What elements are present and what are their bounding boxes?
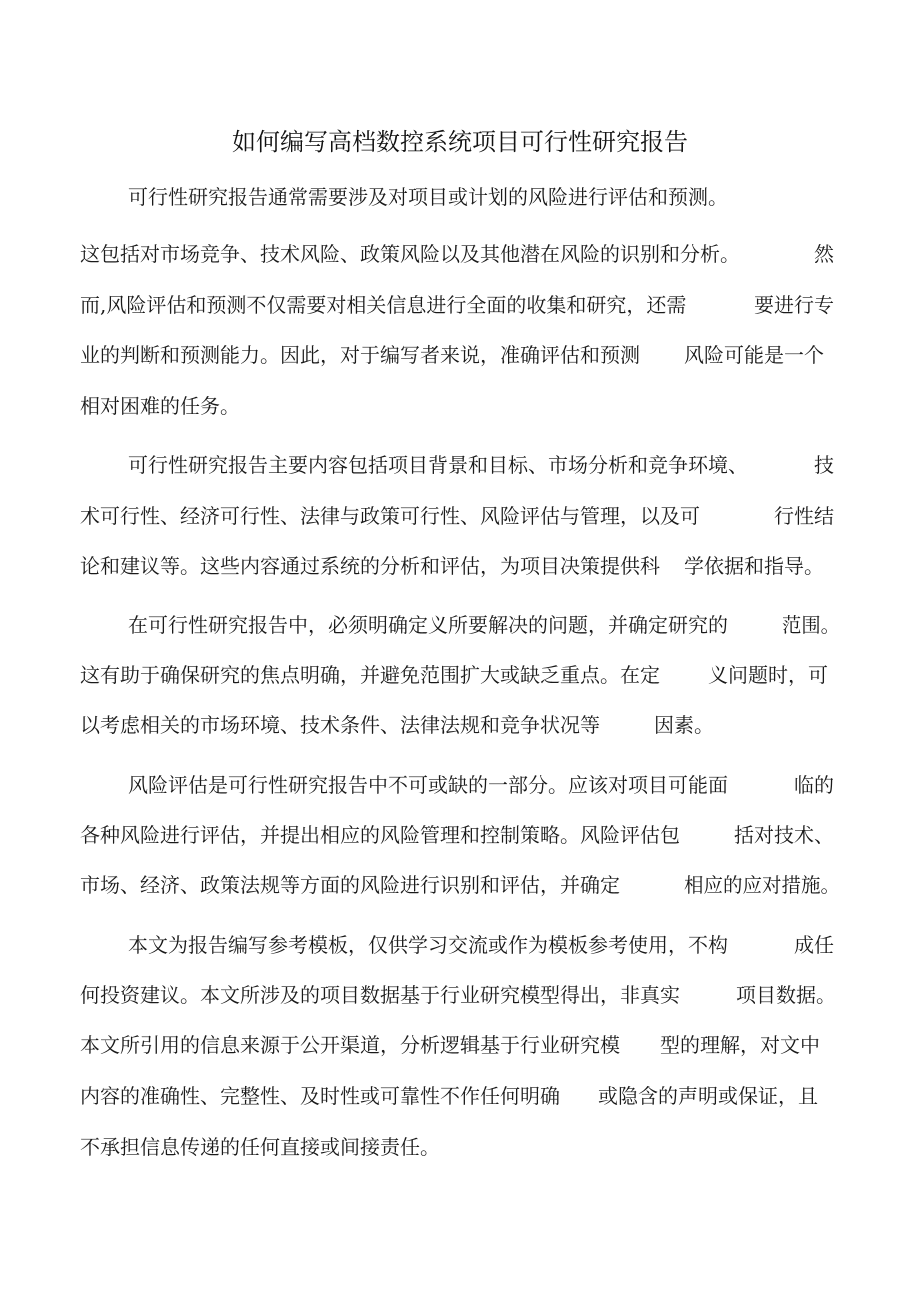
paragraph-5-line-3 (0, 1028, 920, 1062)
text-segment: 项目数据。 (736, 983, 836, 1007)
paragraph-4-line-2 (0, 818, 920, 852)
text-segment: 义问题时，可 (708, 663, 828, 687)
paragraph-1-line-3 (0, 288, 920, 322)
text-segment: 何投资建议。本文所涉及的项目数据基于行业研究模型得出，非真实 (80, 983, 680, 1007)
text-segment: 风险评估是可行性研究报告中不可或缺的一部分。应该对项目可能面 (128, 773, 728, 797)
paragraph-5-line-1 (0, 928, 920, 962)
text-segment: 然 (814, 242, 834, 266)
paragraph-1-line-1 (0, 180, 920, 214)
text-segment: 或隐含的声明或保证，且 (598, 1084, 818, 1108)
text-segment: 可行性研究报告通常需要涉及对项目或计划的风险进行评估和预测。 (128, 185, 728, 209)
text-segment: 各种风险进行评估，并提出相应的风险管理和控制策略。风险评估包 (80, 823, 680, 847)
text-segment: 风险可能是一个 (684, 343, 824, 367)
paragraph-3-line-2 (0, 658, 920, 692)
text-segment: 论和建议等。这些内容通过系统的分析和评估，为项目决策提供科 (80, 554, 660, 578)
text-segment: 因素。 (654, 713, 714, 737)
paragraph-5-line-5 (0, 1130, 920, 1164)
text-segment: 这有助于确保研究的焦点明确，并避免范围扩大或缺乏重点。在定 (80, 663, 660, 687)
paragraph-4-line-3 (0, 868, 920, 902)
paragraph-2-line-1 (0, 448, 920, 482)
text-segment: 在可行性研究报告中，必须明确定义所要解决的问题，并确定研究的 (128, 613, 728, 637)
text-segment: 本文为报告编写参考模板，仅供学习交流或作为模板参考使用，不构 (128, 933, 728, 957)
text-segment: 不承担信息传递的任何直接或间接责任。 (80, 1135, 440, 1159)
text-segment: 要进行专 (754, 293, 834, 317)
document-title: 如何编写高档数控系统项目可行性研究报告 (232, 128, 688, 156)
paragraph-1-line-5 (0, 389, 920, 423)
text-segment: 以考虑相关的市场环境、技术条件、法律法规和竞争状况等 (80, 713, 600, 737)
text-segment: 临的 (794, 773, 834, 797)
paragraph-1-line-2 (0, 237, 920, 271)
paragraph-5-line-4 (0, 1079, 920, 1113)
paragraph-3-line-3 (0, 708, 920, 742)
text-segment: 相应的应对措施。 (684, 873, 840, 897)
paragraph-4-line-1 (0, 768, 920, 802)
text-segment: 内容的准确性、完整性、及时性或可靠性不作任何明确 (80, 1084, 560, 1108)
paragraph-1-line-4 (0, 338, 920, 372)
text-segment: 括对技术、 (734, 823, 834, 847)
paragraph-3-line-1 (0, 608, 920, 642)
paragraph-2-line-2 (0, 499, 920, 533)
text-segment: 这包括对市场竞争、技术风险、政策风险以及其他潜在风险的识别和分析。 (80, 242, 740, 266)
text-segment: 型的理解，对文中 (660, 1033, 820, 1057)
text-segment: 相对困难的任务。 (80, 394, 240, 418)
text-segment: 术可行性、经济可行性、法律与政策可行性、风险评估与管理，以及可 (80, 504, 700, 528)
text-segment: 学依据和指导。 (684, 554, 824, 578)
text-segment: 业的判断和预测能力。因此，对于编写者来说，准确评估和预测 (80, 343, 640, 367)
text-segment: 本文所引用的信息来源于公开渠道，分析逻辑基于行业研究模 (80, 1033, 620, 1057)
paragraph-5-line-2 (0, 978, 920, 1012)
text-segment: 成任 (794, 933, 834, 957)
text-segment: 技 (814, 453, 834, 477)
text-segment: 行性结 (774, 504, 834, 528)
text-segment: 而,风险评估和预测不仅需要对相关信息进行全面的收集和研究，还需 (80, 293, 687, 317)
text-segment: 可行性研究报告主要内容包括项目背景和目标、市场分析和竞争环境、 (128, 453, 748, 477)
text-segment: 市场、经济、政策法规等方面的风险进行识别和评估，并确定 (80, 873, 620, 897)
paragraph-2-line-3 (0, 549, 920, 583)
text-segment: 范围。 (782, 613, 840, 637)
